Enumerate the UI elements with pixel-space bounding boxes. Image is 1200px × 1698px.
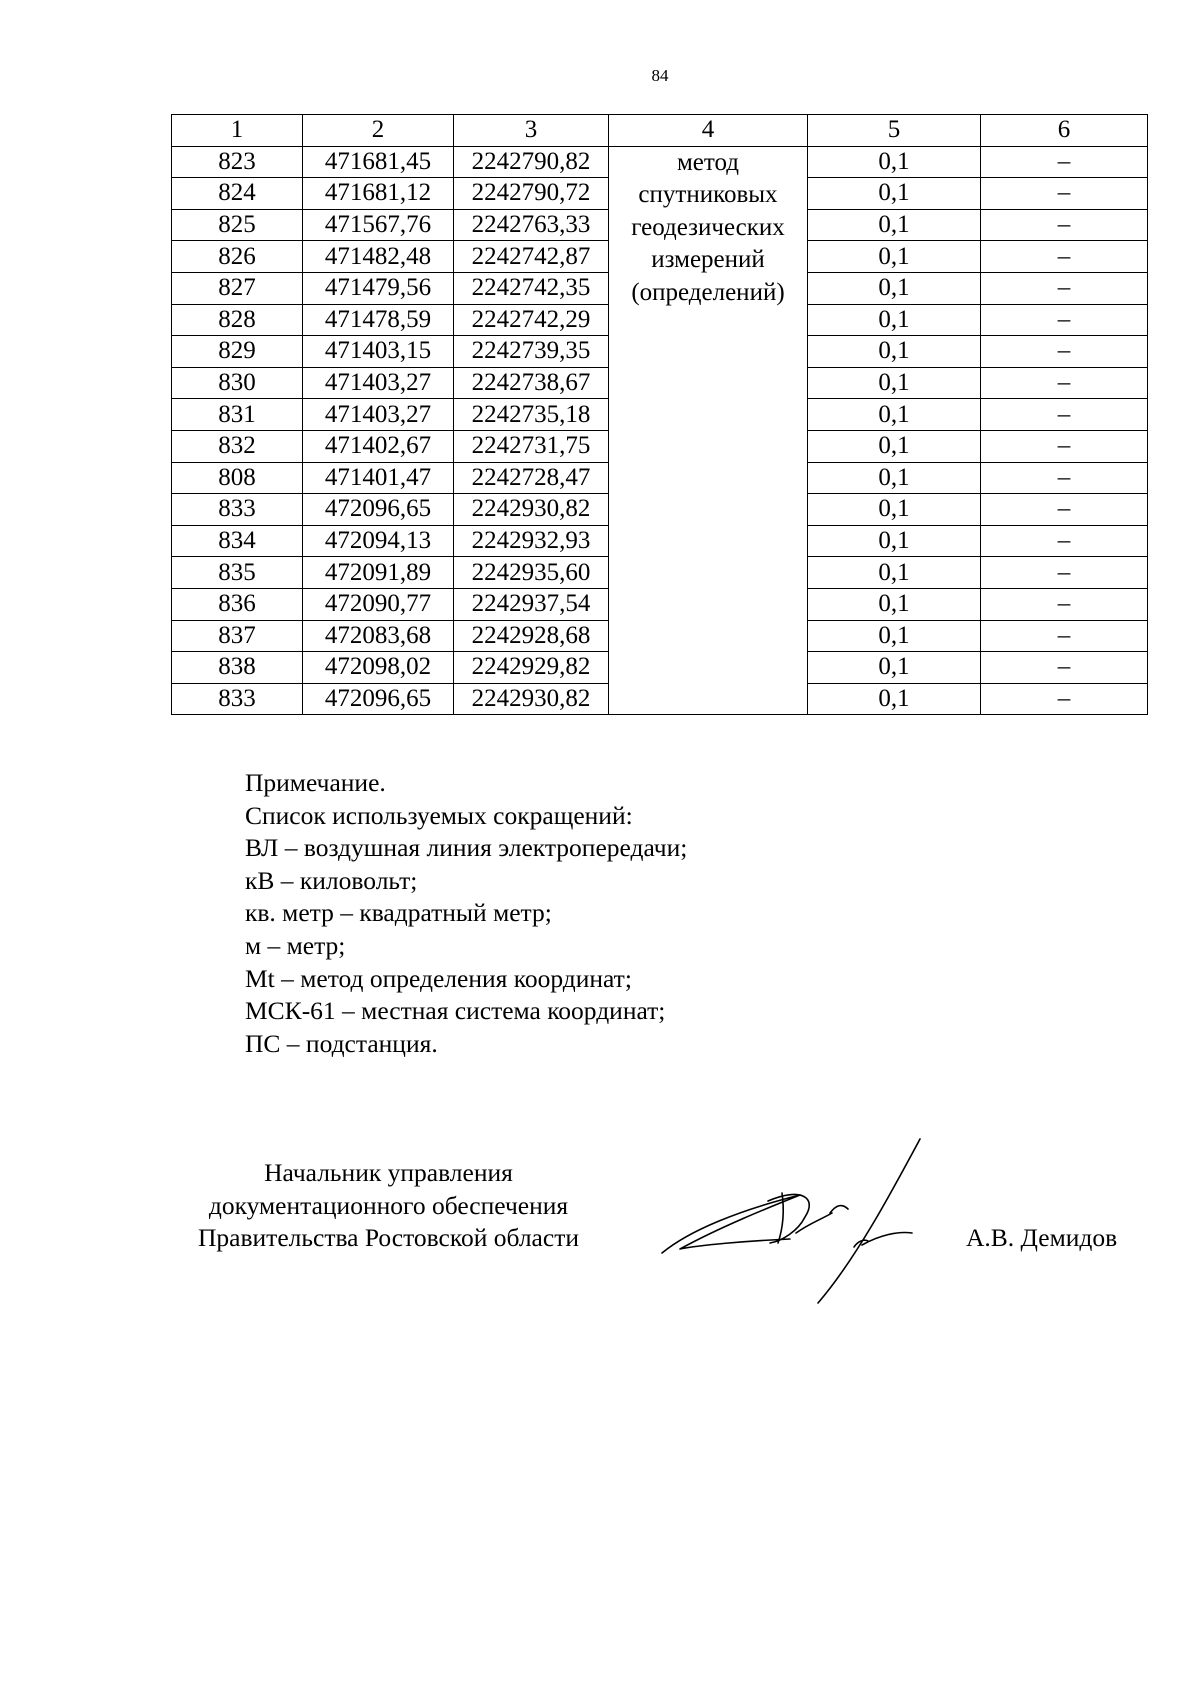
- note-cell: –: [981, 683, 1148, 715]
- coordinate-x-cell: 471482,48: [303, 241, 454, 273]
- accuracy-cell: 0,1: [808, 241, 981, 273]
- note-cell: –: [981, 241, 1148, 273]
- header-cell: 2: [303, 115, 454, 147]
- accuracy-cell: 0,1: [808, 146, 981, 178]
- note-cell: –: [981, 336, 1148, 368]
- table-header-row: [172, 115, 1148, 147]
- note-cell: –: [981, 525, 1148, 557]
- coordinate-y-cell: 2242929,82: [454, 652, 609, 684]
- accuracy-cell: 0,1: [808, 494, 981, 526]
- accuracy-cell: 0,1: [808, 620, 981, 652]
- accuracy-cell: 0,1: [808, 652, 981, 684]
- point-number-cell: 830: [172, 367, 303, 399]
- point-number-cell: 829: [172, 336, 303, 368]
- point-number-cell: 834: [172, 525, 303, 557]
- note-cell: –: [981, 367, 1148, 399]
- coordinate-y-cell: 2242731,75: [454, 430, 609, 462]
- notes-line: ВЛ – воздушная линия электропередачи;: [245, 833, 688, 863]
- coordinate-y-cell: 2242932,93: [454, 525, 609, 557]
- point-number-cell: 827: [172, 272, 303, 304]
- accuracy-cell: 0,1: [808, 178, 981, 210]
- accuracy-cell: 0,1: [808, 588, 981, 620]
- coordinate-x-cell: 472098,02: [303, 652, 454, 684]
- coordinate-y-cell: 2242930,82: [454, 494, 609, 526]
- header-cell: 1: [172, 115, 303, 147]
- point-number-cell: 826: [172, 241, 303, 273]
- coordinate-x-cell: 471403,27: [303, 399, 454, 431]
- coordinate-y-cell: 2242742,35: [454, 272, 609, 304]
- accuracy-cell: 0,1: [808, 209, 981, 241]
- method-line: метод: [676, 148, 739, 176]
- table-body: [172, 115, 1148, 715]
- note-cell: –: [981, 430, 1148, 462]
- coordinate-x-cell: 472083,68: [303, 620, 454, 652]
- coordinate-x-cell: 471402,67: [303, 430, 454, 462]
- signatory-position: [166, 1157, 611, 1255]
- accuracy-cell: 0,1: [808, 430, 981, 462]
- point-number-cell: 825: [172, 209, 303, 241]
- notes-line: МСК-61 – местная система координат;: [245, 996, 666, 1026]
- coordinate-x-cell: 471567,76: [303, 209, 454, 241]
- header-cell: 6: [981, 115, 1148, 147]
- notes-line: Mt – метод определения координат;: [245, 963, 632, 993]
- coordinate-y-cell: 2242930,82: [454, 683, 609, 715]
- accuracy-cell: 0,1: [808, 525, 981, 557]
- note-cell: –: [981, 588, 1148, 620]
- coordinate-x-cell: 471479,56: [303, 272, 454, 304]
- coordinate-x-cell: 472090,77: [303, 588, 454, 620]
- accuracy-cell: 0,1: [808, 557, 981, 589]
- coordinate-x-cell: 472096,65: [303, 683, 454, 715]
- coordinate-x-cell: 472096,65: [303, 494, 454, 526]
- point-number-cell: 828: [172, 304, 303, 336]
- point-number-cell: 838: [172, 652, 303, 684]
- coordinate-x-cell: 471681,12: [303, 178, 454, 210]
- notes-line: Список используемых сокращений:: [245, 800, 633, 830]
- position-line: документационного обеспечения: [208, 1190, 569, 1220]
- coordinate-y-cell: 2242935,60: [454, 557, 609, 589]
- method-cell: [609, 146, 808, 715]
- coordinate-y-cell: 2242790,82: [454, 146, 609, 178]
- note-cell: –: [981, 399, 1148, 431]
- method-line: (определений): [631, 278, 785, 306]
- accuracy-cell: 0,1: [808, 367, 981, 399]
- note-cell: –: [981, 620, 1148, 652]
- point-number-cell: 823: [172, 146, 303, 178]
- point-number-cell: 836: [172, 588, 303, 620]
- coordinate-x-cell: 471681,45: [303, 146, 454, 178]
- coordinate-x-cell: 471403,27: [303, 367, 454, 399]
- page-number: 84: [651, 66, 669, 85]
- note-cell: –: [981, 209, 1148, 241]
- point-number-cell: 832: [172, 430, 303, 462]
- coordinate-y-cell: 2242937,54: [454, 588, 609, 620]
- table-row: [172, 146, 1148, 178]
- point-number-cell: 808: [172, 462, 303, 494]
- accuracy-cell: 0,1: [808, 683, 981, 715]
- handwritten-signature: [650, 1135, 940, 1315]
- note-cell: –: [981, 304, 1148, 336]
- header-cell: 3: [454, 115, 609, 147]
- coordinate-y-cell: 2242742,87: [454, 241, 609, 273]
- point-number-cell: 824: [172, 178, 303, 210]
- note-cell: –: [981, 557, 1148, 589]
- coordinate-y-cell: 2242738,67: [454, 367, 609, 399]
- notes-line: м – метр;: [245, 930, 346, 960]
- point-number-cell: 835: [172, 557, 303, 589]
- point-number-cell: 837: [172, 620, 303, 652]
- coordinate-x-cell: 472091,89: [303, 557, 454, 589]
- coordinate-y-cell: 2242928,68: [454, 620, 609, 652]
- notes-section: [245, 767, 687, 1060]
- accuracy-cell: 0,1: [808, 336, 981, 368]
- accuracy-cell: 0,1: [808, 399, 981, 431]
- note-cell: –: [981, 146, 1148, 178]
- coordinate-y-cell: 2242742,29: [454, 304, 609, 336]
- accuracy-cell: 0,1: [808, 462, 981, 494]
- coordinate-x-cell: 471478,59: [303, 304, 454, 336]
- coordinate-y-cell: 2242739,35: [454, 336, 609, 368]
- point-number-cell: 833: [172, 683, 303, 715]
- method-line: геодезических: [631, 213, 785, 241]
- header-cell: 5: [808, 115, 981, 147]
- method-line: измерений: [651, 246, 765, 274]
- notes-line: ПС – подстанция.: [245, 1028, 438, 1058]
- coordinate-y-cell: 2242728,47: [454, 462, 609, 494]
- accuracy-cell: 0,1: [808, 304, 981, 336]
- position-line: Правительства Ростовской области: [198, 1223, 579, 1252]
- notes-line: кВ – киловольт;: [245, 865, 418, 895]
- point-number-cell: 833: [172, 494, 303, 526]
- coordinates-table: [171, 114, 1148, 715]
- notes-line: кв. метр – квадратный метр;: [245, 898, 552, 928]
- coordinate-x-cell: 471401,47: [303, 462, 454, 494]
- header-cell: 4: [609, 115, 808, 147]
- signer-name: А.В. Демидов: [966, 1223, 1118, 1252]
- note-cell: –: [981, 178, 1148, 210]
- note-cell: –: [981, 272, 1148, 304]
- position-line: Начальник управления: [264, 1158, 513, 1187]
- note-cell: –: [981, 652, 1148, 684]
- coordinate-x-cell: 472094,13: [303, 525, 454, 557]
- point-number-cell: 831: [172, 399, 303, 431]
- note-cell: –: [981, 462, 1148, 494]
- coordinate-y-cell: 2242790,72: [454, 178, 609, 210]
- notes-title: Примечание.: [245, 768, 386, 797]
- method-line: спутниковых: [638, 181, 778, 209]
- accuracy-cell: 0,1: [808, 272, 981, 304]
- coordinate-y-cell: 2242735,18: [454, 399, 609, 431]
- coordinate-y-cell: 2242763,33: [454, 209, 609, 241]
- coordinate-x-cell: 471403,15: [303, 336, 454, 368]
- note-cell: –: [981, 494, 1148, 526]
